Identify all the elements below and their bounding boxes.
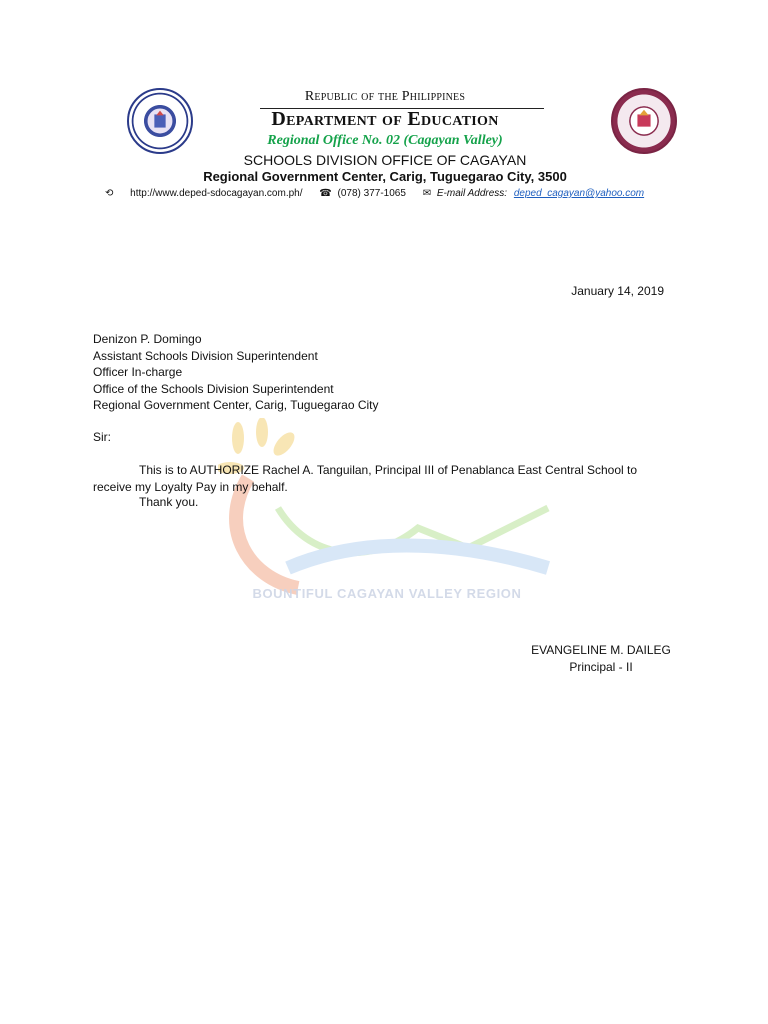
website-link[interactable]: http://www.deped-sdocagayan.com.ph/ xyxy=(130,188,303,199)
recipient-office: Office of the Schools Division Superintendent xyxy=(93,381,334,396)
letter-body: This is to AUTHORIZE Rachel A. Tanguilan, Principal III of Penablanca East Central School to receive my Loyalty Pay in my behalf. xyxy=(93,463,638,494)
closing-line: Thank you. xyxy=(139,495,199,509)
recipient-address: Regional Government Center, Carig, Tuguegarao City xyxy=(93,398,379,412)
division-seal-logo xyxy=(611,88,677,154)
department-heading: Department of Education xyxy=(271,108,499,130)
email-link[interactable]: deped_cagayan@yahoo.com xyxy=(513,188,645,199)
letter-date: January 14, 2019 xyxy=(571,284,664,298)
email-label: E-mail Address: xyxy=(436,188,508,199)
recipient-role: Officer In-charge xyxy=(93,365,183,379)
recipient-position: Assistant Schools Division Superintendent xyxy=(93,348,318,363)
republic-heading: Republic of the Philippines xyxy=(304,89,466,104)
envelope-icon: ✉ xyxy=(422,188,432,199)
region-heading: Regional Office No. 02 (Cagayan Valley) xyxy=(267,133,503,148)
office-address: Regional Government Center, Carig, Tuguegarao City, 3500 xyxy=(203,169,567,184)
cagayan-valley-watermark-logo xyxy=(218,418,558,608)
phone-icon: ☎ xyxy=(319,188,332,199)
signer-title: Principal - II xyxy=(569,659,633,674)
recipient-name: Denizon P. Domingo xyxy=(93,332,202,346)
contact-line xyxy=(105,188,644,199)
signer-name: EVANGELINE M. DAILEG xyxy=(531,643,671,657)
salutation: Sir: xyxy=(93,430,111,444)
deped-seal-logo xyxy=(127,88,193,154)
signature-block xyxy=(531,642,671,675)
division-heading: SCHOOLS DIVISION OFFICE OF CAGAYAN xyxy=(243,152,527,168)
phone-number: (078) 377-1065 xyxy=(337,188,406,199)
watermark-text: BOUNTIFUL CAGAYAN VALLEY REGION xyxy=(252,586,522,601)
link-icon: ⟲ xyxy=(105,188,114,199)
recipient-block xyxy=(93,331,379,414)
